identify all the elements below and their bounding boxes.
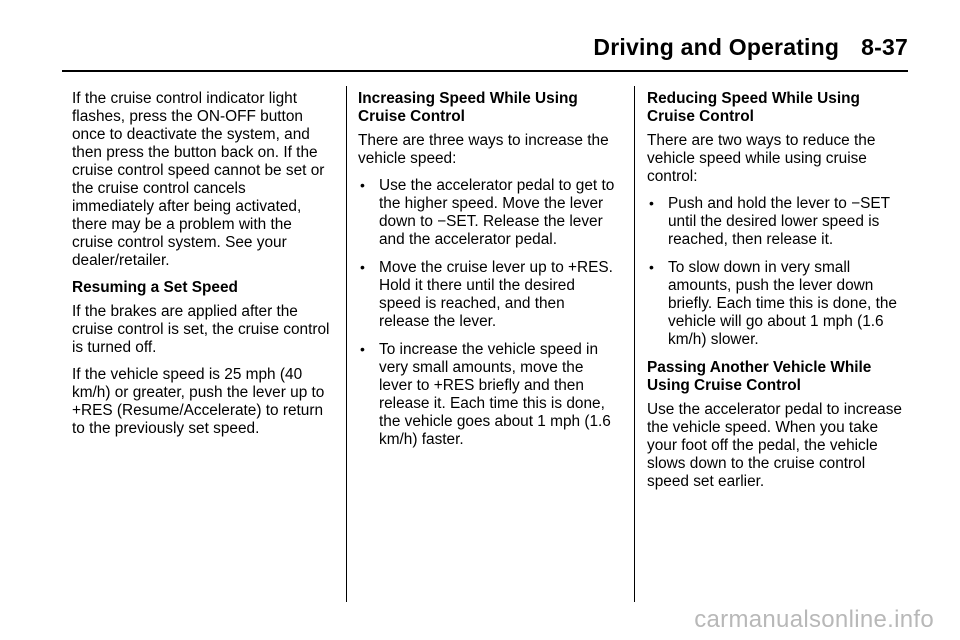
section-heading: Reducing Speed While Using Cruise Control xyxy=(647,90,860,125)
section-heading: Passing Another Vehicle While Using Cruise Control xyxy=(647,359,872,394)
column-2 xyxy=(358,90,616,459)
list-item-text: Move the cruise lever up to +RES. Hold it there until the desired speed is reached, and then release the lever. xyxy=(379,259,613,330)
page-number: 8-37 xyxy=(861,34,908,60)
section-heading: Increasing Speed While Using Cruise Control xyxy=(358,90,578,125)
paragraph: If the cruise control indicator light flashes, press the ON-OFF button once to deactivate the system, and then press the button back on. If the cruise control speed cannot be set or the cruise control cancels immediately after being activated, there may be a problem with the cruise control system. See your dealer/retailer. xyxy=(72,90,325,269)
page-header xyxy=(593,34,908,61)
list-item xyxy=(360,341,616,449)
paragraph: There are two ways to reduce the vehicle speed while using cruise control: xyxy=(647,132,876,185)
list-item xyxy=(649,195,909,249)
section-heading: Resuming a Set Speed xyxy=(72,279,238,296)
bullet-icon: • xyxy=(360,259,365,275)
section-title: Driving and Operating xyxy=(593,34,840,60)
bullet-list xyxy=(647,195,909,349)
column-divider xyxy=(346,86,347,602)
bullet-icon: • xyxy=(360,177,365,193)
bullet-icon: • xyxy=(360,341,365,357)
bullet-icon: • xyxy=(649,195,654,211)
list-item xyxy=(649,259,909,349)
column-divider xyxy=(634,86,635,602)
paragraph: There are three ways to increase the vehicle speed: xyxy=(358,132,609,167)
list-item xyxy=(360,177,616,249)
list-item-text: Use the accelerator pedal to get to the higher speed. Move the lever down to −SET. Release the lever and the accelerator pedal. xyxy=(379,177,615,248)
bullet-list xyxy=(358,177,616,449)
list-item-text: Push and hold the lever to −SET until the desired lower speed is reached, then release it. xyxy=(668,195,890,248)
header-rule xyxy=(62,70,908,72)
bullet-icon: • xyxy=(649,259,654,275)
watermark: carmanualsonline.info xyxy=(694,606,934,633)
paragraph: If the vehicle speed is 25 mph (40 km/h) or greater, push the lever up to +RES (Resume/Accelerate) to return to the previously set speed. xyxy=(72,366,325,437)
column-3 xyxy=(647,90,909,500)
list-item-text: To increase the vehicle speed in very small amounts, move the lever to +RES briefly and then release it. Each time this is done, the vehicle goes about 1 mph (1.6 km/h) faster. xyxy=(379,341,611,448)
column-1 xyxy=(72,90,330,447)
paragraph: Use the accelerator pedal to increase the vehicle speed. When you take your foot off the pedal, the vehicle slows down to the cruise control speed set earlier. xyxy=(647,401,902,490)
list-item xyxy=(360,259,616,331)
paragraph: If the brakes are applied after the cruise control is set, the cruise control is turned off. xyxy=(72,303,330,356)
list-item-text: To slow down in very small amounts, push the lever down briefly. Each time this is done, the vehicle will go about 1 mph (1.6 km/h) slower. xyxy=(668,259,897,348)
